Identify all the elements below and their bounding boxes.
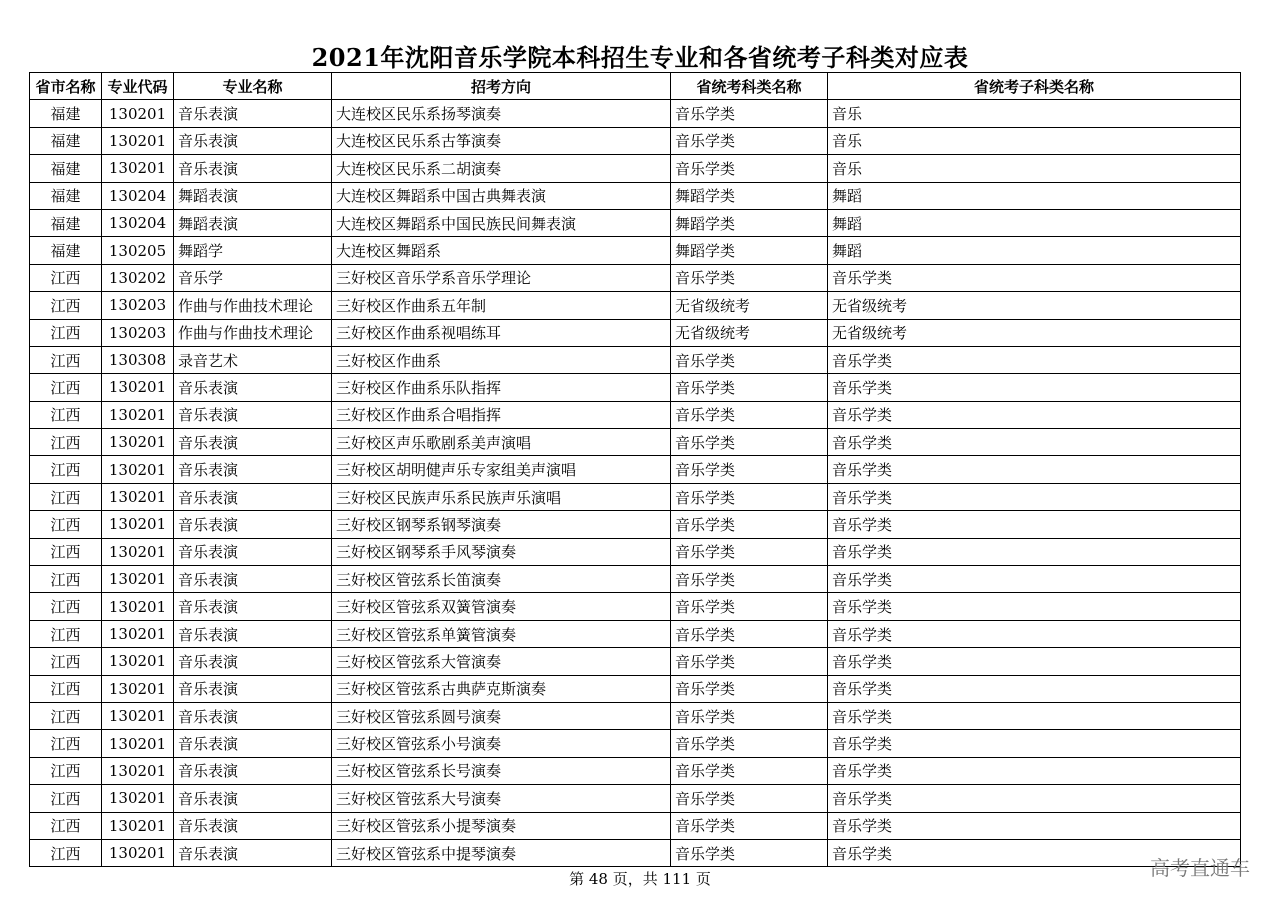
cell-province: 江西 [30,538,102,565]
cell-exam-subcategory: 音乐学类 [828,593,1241,620]
cell-direction: 三好校区管弦系大管演奏 [332,648,671,675]
cell-major-code: 130201 [102,620,174,647]
cell-exam-category: 音乐学类 [671,401,828,428]
cell-direction: 三好校区管弦系单簧管演奏 [332,620,671,647]
cell-major-code: 130201 [102,648,174,675]
cell-province: 江西 [30,456,102,483]
cell-province: 江西 [30,511,102,538]
cell-major-code: 130201 [102,702,174,729]
cell-province: 江西 [30,593,102,620]
watermark-text: 高考直通车 [1150,856,1250,880]
cell-exam-category: 舞蹈学类 [671,209,828,236]
cell-direction: 大连校区民乐系扬琴演奏 [332,100,671,127]
header-direction: 招考方向 [332,73,671,100]
cell-province: 江西 [30,839,102,866]
cell-province: 江西 [30,566,102,593]
cell-province: 江西 [30,401,102,428]
cell-province: 江西 [30,374,102,401]
cell-province: 江西 [30,620,102,647]
table-row [30,730,1241,757]
table-row [30,757,1241,784]
cell-major-name: 音乐表演 [174,538,332,565]
cell-direction: 三好校区钢琴系手风琴演奏 [332,538,671,565]
cell-major-name: 舞蹈学 [174,237,332,264]
cell-exam-category: 音乐学类 [671,264,828,291]
table-row [30,264,1241,291]
cell-major-code: 130201 [102,675,174,702]
admissions-table [29,72,1241,867]
cell-major-name: 音乐表演 [174,730,332,757]
cell-exam-category: 音乐学类 [671,511,828,538]
cell-exam-subcategory: 音乐学类 [828,456,1241,483]
cell-major-code: 130202 [102,264,174,291]
table-row [30,346,1241,373]
table-row [30,620,1241,647]
table-row [30,209,1241,236]
cell-direction: 三好校区作曲系乐队指挥 [332,374,671,401]
cell-major-code: 130201 [102,100,174,127]
cell-major-code: 130201 [102,538,174,565]
cell-direction: 大连校区舞蹈系中国古典舞表演 [332,182,671,209]
cell-direction: 三好校区作曲系合唱指挥 [332,401,671,428]
table-row [30,566,1241,593]
cell-major-code: 130201 [102,757,174,784]
cell-major-code: 130201 [102,155,174,182]
cell-direction: 三好校区声乐歌剧系美声演唱 [332,429,671,456]
document-title: 2021年沈阳音乐学院本科招生专业和各省统考子科类对应表 [311,43,969,72]
cell-major-code: 130201 [102,429,174,456]
table-row [30,511,1241,538]
cell-major-name: 音乐表演 [174,675,332,702]
cell-direction: 三好校区音乐学系音乐学理论 [332,264,671,291]
table-row [30,237,1241,264]
cell-province: 江西 [30,648,102,675]
cell-major-name: 音乐表演 [174,100,332,127]
cell-exam-subcategory: 音乐学类 [828,374,1241,401]
cell-exam-subcategory: 音乐 [828,100,1241,127]
table-row [30,675,1241,702]
cell-province: 江西 [30,429,102,456]
header-exam-subcategory: 省统考子科类名称 [828,73,1241,100]
cell-province: 江西 [30,483,102,510]
header-exam-category: 省统考科类名称 [671,73,828,100]
cell-province: 福建 [30,237,102,264]
cell-exam-subcategory: 音乐学类 [828,264,1241,291]
cell-province: 江西 [30,785,102,812]
table-row [30,785,1241,812]
cell-exam-category: 音乐学类 [671,100,828,127]
cell-exam-category: 音乐学类 [671,566,828,593]
cell-exam-category: 无省级统考 [671,292,828,319]
cell-major-name: 音乐表演 [174,127,332,154]
table-row [30,182,1241,209]
cell-exam-subcategory: 舞蹈 [828,209,1241,236]
cell-major-name: 舞蹈表演 [174,209,332,236]
cell-major-name: 音乐学 [174,264,332,291]
header-province: 省市名称 [30,73,102,100]
cell-major-code: 130201 [102,812,174,839]
cell-major-code: 130201 [102,730,174,757]
cell-major-name: 录音艺术 [174,346,332,373]
cell-exam-subcategory: 音乐学类 [828,511,1241,538]
cell-direction: 三好校区民族声乐系民族声乐演唱 [332,483,671,510]
cell-major-name: 音乐表演 [174,593,332,620]
cell-major-name: 音乐表演 [174,812,332,839]
cell-direction: 三好校区管弦系小号演奏 [332,730,671,757]
cell-direction: 大连校区民乐系二胡演奏 [332,155,671,182]
table-row [30,401,1241,428]
cell-exam-category: 音乐学类 [671,346,828,373]
cell-exam-category: 音乐学类 [671,483,828,510]
cell-exam-subcategory: 无省级统考 [828,319,1241,346]
cell-major-code: 130205 [102,237,174,264]
cell-major-name: 音乐表演 [174,511,332,538]
cell-province: 江西 [30,702,102,729]
cell-major-name: 音乐表演 [174,429,332,456]
table-row [30,100,1241,127]
cell-province: 福建 [30,100,102,127]
cell-exam-subcategory: 音乐学类 [828,401,1241,428]
cell-exam-category: 音乐学类 [671,675,828,702]
cell-major-name: 音乐表演 [174,401,332,428]
cell-major-name: 音乐表演 [174,620,332,647]
cell-province: 江西 [30,319,102,346]
cell-major-name: 音乐表演 [174,566,332,593]
cell-major-code: 130201 [102,483,174,510]
cell-exam-category: 音乐学类 [671,785,828,812]
table-row [30,839,1241,866]
cell-province: 福建 [30,209,102,236]
cell-major-code: 130204 [102,209,174,236]
cell-exam-subcategory: 音乐学类 [828,785,1241,812]
cell-direction: 三好校区作曲系 [332,346,671,373]
cell-major-name: 音乐表演 [174,785,332,812]
cell-direction: 三好校区钢琴系钢琴演奏 [332,511,671,538]
cell-direction: 三好校区管弦系长号演奏 [332,757,671,784]
cell-major-code: 130308 [102,346,174,373]
cell-major-name: 音乐表演 [174,702,332,729]
cell-major-code: 130203 [102,319,174,346]
cell-exam-category: 音乐学类 [671,812,828,839]
cell-province: 江西 [30,757,102,784]
cell-major-name: 音乐表演 [174,757,332,784]
cell-exam-category: 无省级统考 [671,319,828,346]
cell-direction: 大连校区民乐系古筝演奏 [332,127,671,154]
cell-major-code: 130201 [102,511,174,538]
table-row [30,483,1241,510]
cell-exam-subcategory: 舞蹈 [828,182,1241,209]
cell-exam-subcategory: 音乐学类 [828,429,1241,456]
cell-exam-subcategory: 音乐学类 [828,812,1241,839]
table-row [30,292,1241,319]
cell-major-code: 130203 [102,292,174,319]
cell-major-code: 130201 [102,593,174,620]
cell-exam-subcategory: 舞蹈 [828,237,1241,264]
cell-exam-category: 音乐学类 [671,429,828,456]
cell-direction: 三好校区管弦系大号演奏 [332,785,671,812]
cell-exam-subcategory: 音乐学类 [828,839,1241,866]
table-row [30,593,1241,620]
cell-exam-category: 音乐学类 [671,456,828,483]
table-row [30,812,1241,839]
cell-exam-category: 音乐学类 [671,757,828,784]
cell-exam-category: 音乐学类 [671,839,828,866]
cell-province: 江西 [30,730,102,757]
cell-exam-subcategory: 音乐学类 [828,483,1241,510]
cell-province: 江西 [30,812,102,839]
cell-major-name: 音乐表演 [174,648,332,675]
cell-major-name: 音乐表演 [174,483,332,510]
table-row [30,648,1241,675]
cell-exam-category: 音乐学类 [671,155,828,182]
header-major-code: 专业代码 [102,73,174,100]
cell-direction: 大连校区舞蹈系 [332,237,671,264]
cell-major-name: 音乐表演 [174,155,332,182]
header-major-name: 专业名称 [174,73,332,100]
table-row [30,319,1241,346]
cell-exam-category: 音乐学类 [671,593,828,620]
cell-major-code: 130201 [102,785,174,812]
cell-province: 福建 [30,182,102,209]
table-row [30,429,1241,456]
cell-major-name: 音乐表演 [174,456,332,483]
cell-exam-subcategory: 音乐学类 [828,538,1241,565]
cell-exam-subcategory: 音乐学类 [828,620,1241,647]
table-row [30,155,1241,182]
cell-exam-category: 音乐学类 [671,648,828,675]
cell-exam-subcategory: 无省级统考 [828,292,1241,319]
cell-exam-category: 音乐学类 [671,538,828,565]
cell-direction: 大连校区舞蹈系中国民族民间舞表演 [332,209,671,236]
cell-exam-category: 音乐学类 [671,702,828,729]
cell-major-code: 130201 [102,456,174,483]
table-row [30,127,1241,154]
cell-province: 江西 [30,292,102,319]
cell-exam-subcategory: 音乐学类 [828,566,1241,593]
cell-major-name: 作曲与作曲技术理论 [174,292,332,319]
cell-major-code: 130201 [102,401,174,428]
cell-exam-category: 舞蹈学类 [671,182,828,209]
cell-exam-subcategory: 音乐学类 [828,648,1241,675]
cell-major-code: 130201 [102,374,174,401]
cell-province: 江西 [30,264,102,291]
cell-exam-subcategory: 音乐 [828,155,1241,182]
cell-major-name: 音乐表演 [174,374,332,401]
table-row [30,456,1241,483]
table-body [30,100,1241,867]
cell-major-code: 130201 [102,839,174,866]
cell-direction: 三好校区作曲系五年制 [332,292,671,319]
cell-direction: 三好校区管弦系中提琴演奏 [332,839,671,866]
cell-major-code: 130201 [102,127,174,154]
cell-direction: 三好校区管弦系双簧管演奏 [332,593,671,620]
cell-exam-category: 舞蹈学类 [671,237,828,264]
table-row [30,538,1241,565]
cell-exam-subcategory: 音乐学类 [828,675,1241,702]
table-header-row [30,73,1241,100]
table-row [30,702,1241,729]
cell-major-name: 舞蹈表演 [174,182,332,209]
cell-province: 福建 [30,127,102,154]
cell-exam-subcategory: 音乐学类 [828,757,1241,784]
cell-exam-subcategory: 音乐学类 [828,730,1241,757]
cell-exam-category: 音乐学类 [671,620,828,647]
page-footer: 第 48 页，共 111 页 [569,870,711,888]
cell-direction: 三好校区管弦系古典萨克斯演奏 [332,675,671,702]
cell-province: 福建 [30,155,102,182]
cell-direction: 三好校区管弦系圆号演奏 [332,702,671,729]
cell-exam-subcategory: 音乐学类 [828,702,1241,729]
cell-province: 江西 [30,675,102,702]
cell-exam-subcategory: 音乐 [828,127,1241,154]
table-row [30,374,1241,401]
cell-major-name: 作曲与作曲技术理论 [174,319,332,346]
cell-exam-subcategory: 音乐学类 [828,346,1241,373]
cell-exam-category: 音乐学类 [671,374,828,401]
cell-province: 江西 [30,346,102,373]
cell-major-name: 音乐表演 [174,839,332,866]
cell-direction: 三好校区胡明健声乐专家组美声演唱 [332,456,671,483]
cell-direction: 三好校区管弦系小提琴演奏 [332,812,671,839]
cell-direction: 三好校区管弦系长笛演奏 [332,566,671,593]
cell-exam-category: 音乐学类 [671,127,828,154]
cell-major-code: 130204 [102,182,174,209]
cell-major-code: 130201 [102,566,174,593]
cell-direction: 三好校区作曲系视唱练耳 [332,319,671,346]
cell-exam-category: 音乐学类 [671,730,828,757]
